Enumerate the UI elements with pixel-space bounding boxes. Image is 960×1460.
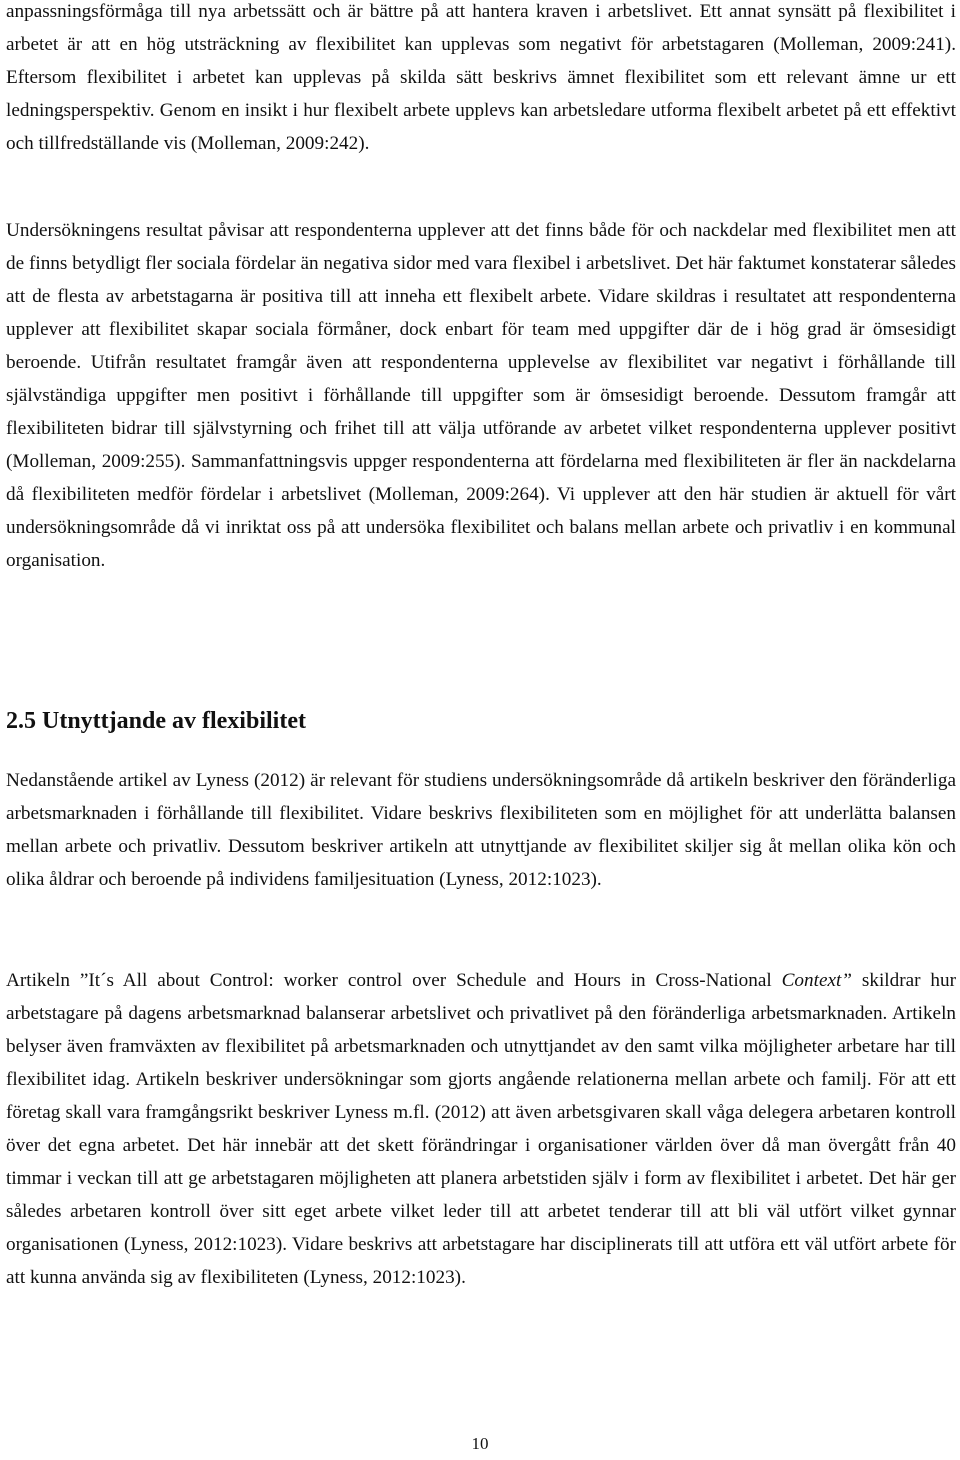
paragraph-4 (6, 964, 956, 1294)
paragraph-4-prefix: Artikeln (6, 970, 80, 991)
article-title-italic: Context” (781, 970, 852, 991)
paragraph-1: anpassningsförmåga till nya arbetssätt och är bättre på att hantera kraven i arbetslivet. Ett annat synsätt på flexibilitet i arbetet är att en hög utsträckning av flexibilitet kan upplevas som negativt för arbetstagaren (Molleman, 2009:241). Eftersom flexibilitet i arbetet kan upplevas på skilda sätt beskrivs ämnet flexibilitet som ett relevant ämne ur ett ledningsperspektiv. Genom en insikt i hur flexibelt arbete upplevs kan arbetsledare utforma flexibelt arbetet på ett effektivt och tillfredställande vis (Molleman, 2009:242). (6, 1, 956, 154)
paragraph-4-body: skildrar hur arbetstagare på dagens arbetsmarknad balanserar arbetslivet och privatlivet på den föränderliga arbetsmarknaden. Artikeln belyser även framväxten av flexibilitet på arbetsmarknaden och utnyttjandet av den samt vilka möjligheter arbetare har till flexibilitet idag. Artikeln beskriver undersökningar som gjorts angående relationerna mellan arbete och familj. För att ett företag skall vara framgångsrikt beskriver Lyness m.fl. (2012) att även arbetsgivaren skall våga delegera arbetaren kontroll över det egna arbetet. Det här innebär att det skett förändringar i organisationer världen över då man övergått från 40 timmar i veckan till att ge arbetstagaren möjligheten att planera arbetstiden själv i form av flexibilitet i arbetet. Det här ger således arbetaren kontroll över sitt eget arbete vilket leder till att arbetet tenderar till att bli väl utfört vilket gynnar organisationen (Lyness, 2012:1023). Vidare beskrivs att arbetstagare har disciplinerats till att utföra ett väl utfört arbete för att kunna använda sig av flexibiliteten (Lyness, 2012:1023). (6, 970, 956, 1288)
page-number: 10 (471, 1434, 489, 1453)
paragraph-2: Undersökningens resultat påvisar att respondenterna upplever att det finns både för och nackdelar med flexibilitet men att de finns betydligt fler sociala fördelar än negativa sidor med vara flexibel i arbetslivet. Det här faktumet konstaterar således att de flesta av arbetstagarna är positiva till att inneha ett flexibelt arbete. Vidare skildras i resultatet att respondenterna upplever att flexibilitet skapar sociala förmåner, dock enbart för team med uppgifter där de i hög grad är ömsesidigt beroende. Utifrån resultatet framgår även att respondenterna upplevelse av flexibilitet var negativt i förhållande till självständiga uppgifter men positivt i förhållande till uppgifter som är ömsesidigt beroende. Dessutom framgår att flexibiliteten bidrar till självstyrning och frihet till att välja utförande av arbetet vilket respondenterna upplever positivt (Molleman, 2009:255). Sammanfattningsvis uppger respondenterna att fördelarna med flexibiliteten är fler än nackdelarna då flexibiliteten medför fördelar i arbetslivet (Molleman, 2009:264). Vi upplever att den här studien är aktuell för vårt undersökningsområde då vi inriktat oss på att undersöka flexibilitet och balans mellan arbete och privatliv i en kommunal organisation. (6, 220, 956, 571)
paragraph-3: Nedanstående artikel av Lyness (2012) är relevant för studiens undersökningsområde då artikeln beskriver den föränderliga arbetsmarknaden i förhållande till flexibilitet. Vidare beskrivs flexibiliteten som en möjlighet för att underlätta balansen mellan arbete och privatliv. Dessutom beskriver artikeln att utnyttjande av flexibilitet skiljer sig åt mellan olika kön och olika åldrar och beroende på individens familjesituation (Lyness, 2012:1023). (6, 770, 956, 890)
section-heading: 2.5 Utnyttjande av flexibilitet (6, 708, 306, 734)
article-title: ”It´s All about Control: worker control over Schedule and Hours in Cross-National (79, 970, 772, 991)
